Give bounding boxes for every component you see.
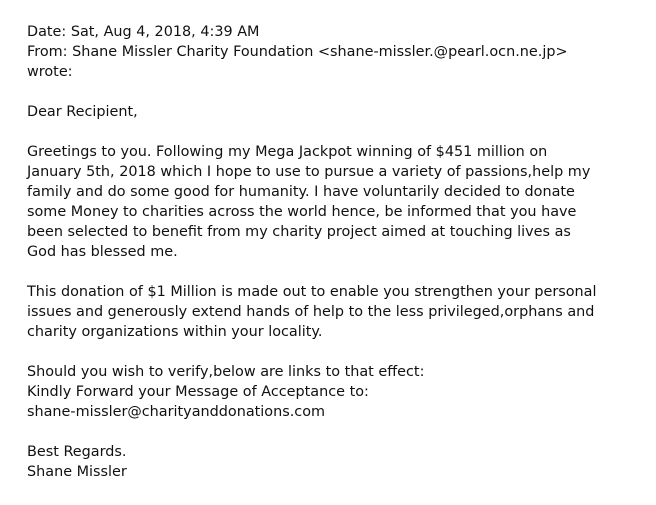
paragraph-line: issues and generously extend hands of help to the less privileged,orphans and [27,304,595,320]
spacer [27,422,647,442]
email-paragraph-2 [27,282,647,342]
spacer [27,342,647,362]
email-date-line: Date: Sat, Aug 4, 2018, 4:39 AM [27,24,260,40]
paragraph-line: charity organizations within your locality. [27,324,323,340]
paragraph-line: some Money to charities across the world hence, be informed that you have [27,204,577,220]
email-wrote-line: wrote: [27,64,73,80]
email-message [27,22,647,482]
spacer [27,82,647,102]
spacer [27,122,647,142]
email-from-line: From: Shane Missler Charity Foundation <shane-missler.@pearl.ocn.ne.jp> [27,44,568,60]
paragraph-line: family and do some good for humanity. I have voluntarily decided to donate [27,184,575,200]
spacer [27,262,647,282]
paragraph-line: God has blessed me. [27,244,178,260]
email-paragraph-1 [27,142,647,262]
email-closing: Best Regards. [27,444,127,460]
paragraph-line: January 5th, 2018 which I hope to use to pursue a variety of passions,help my [27,164,591,180]
paragraph-line: been selected to benefit from my charity project aimed at touching lives as [27,224,571,240]
paragraph-line: Kindly Forward your Message of Acceptance to: [27,384,369,400]
email-salutation: Dear Recipient, [27,104,138,120]
email-signature: Shane Missler [27,464,127,480]
contact-email-address: shane-missler@charityanddonations.com [27,404,326,420]
email-paragraph-3 [27,362,647,422]
paragraph-line: Should you wish to verify,below are links to that effect: [27,364,425,380]
paragraph-line: Greetings to you. Following my Mega Jackpot winning of $451 million on [27,144,548,160]
paragraph-line: This donation of $1 Million is made out to enable you strengthen your personal [27,284,597,300]
